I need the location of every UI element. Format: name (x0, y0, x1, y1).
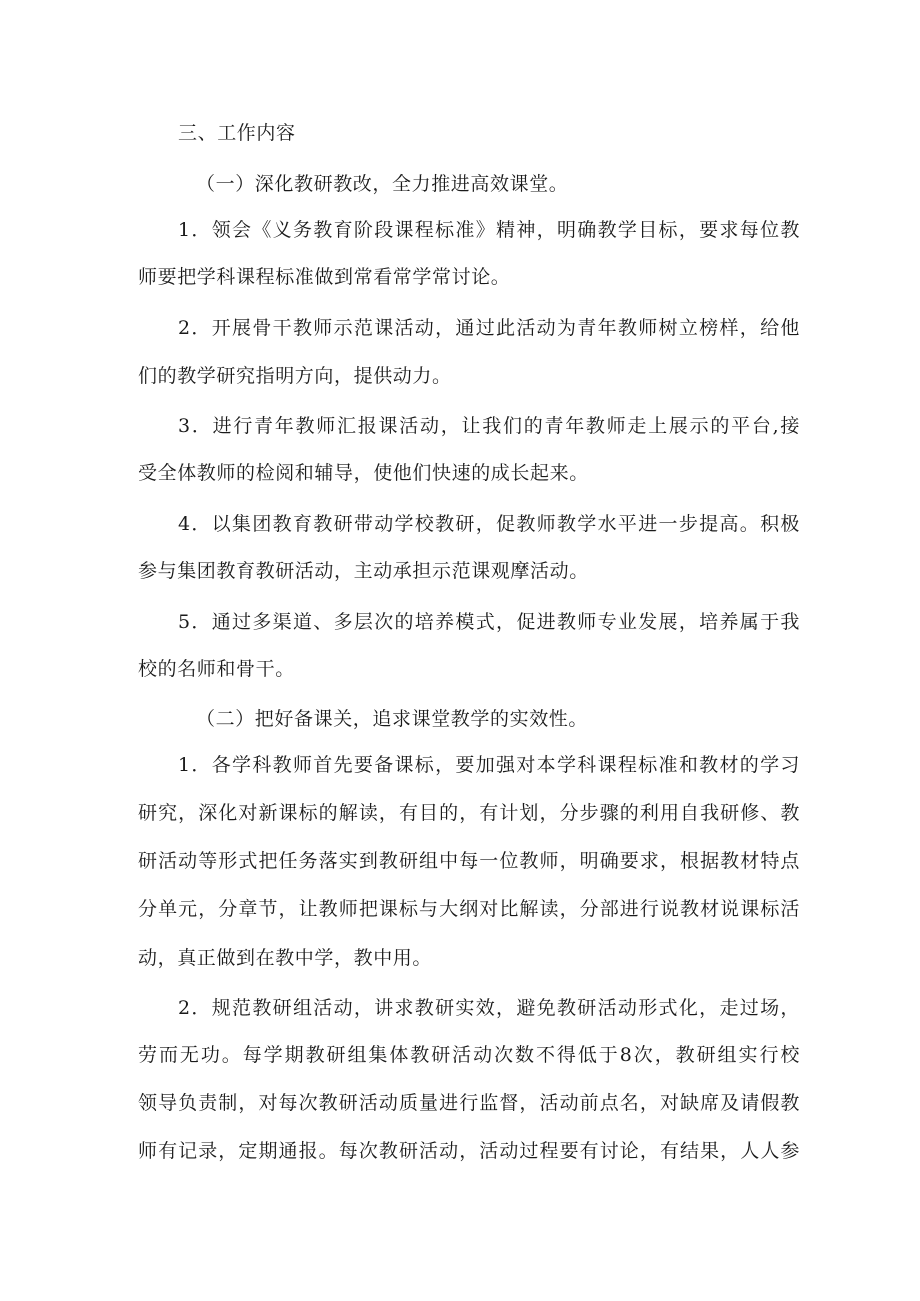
part2-item2-line2: 劳而无功。每学期教研组集体教研活动次数不得低于8次，教研组实行校 (138, 1044, 800, 1066)
part1-item4-line2: 参与集团教育教研活动，主动承担示范课观摩活动。 (138, 560, 589, 582)
part2-item1-line5: 动，真正做到在教中学，教中用。 (138, 947, 433, 969)
part1-item1-line2: 师要把学科课程标准做到常看常学常讨论。 (138, 266, 511, 288)
part1-item1-line1: 1．领会《义务教育阶段课程标准》精神，明确教学目标，要求每位教 (178, 219, 800, 241)
part1-item3-line2: 受全体教师的检阅和辅导，使他们快速的成长起来。 (138, 462, 589, 484)
part1-heading: （一）深化教研教改，全力推进高效课堂。 (196, 173, 569, 195)
part1-item4-line1: 4．以集团教育教研带动学校教研，促教师教学水平进一步提高。积极 (178, 513, 800, 535)
section-heading: 三、工作内容 (178, 122, 296, 144)
part2-item1-line4: 分单元，分章节，让教师把课标与大纲对比解读，分部进行说教材说课标活 (138, 898, 800, 920)
part2-item1-line3: 研活动等形式把任务落实到教研组中每一位教师，明确要求，根据教材特点 (138, 850, 800, 872)
part1-item5-line2: 校的名师和骨干。 (138, 658, 295, 680)
part2-item1-line1: 1．各学科教师首先要备课标，要加强对本学科课程标准和教材的学习 (178, 754, 800, 776)
part2-item2-line3: 领导负责制，对每次教研活动质量进行监督，活动前点名，对缺席及请假教 (138, 1092, 800, 1114)
part1-item2-line2: 们的教学研究指明方向，提供动力。 (138, 365, 452, 387)
part1-item3-line1: 3．进行青年教师汇报课活动，让我们的青年教师走上展示的平台,接 (178, 415, 800, 437)
part2-item2-line1: 2．规范教研组活动，讲求教研实效，避免教研活动形式化，走过场， (178, 997, 800, 1019)
part2-heading: （二）把好备课关，追求课堂教学的实效性。 (196, 708, 589, 730)
part2-item1-line2: 研究，深化对新课标的解读，有目的，有计划，分步骤的利用自我研修、教 (138, 802, 800, 824)
part1-item2-line1: 2．开展骨干教师示范课活动，通过此活动为青年教师树立榜样，给他 (178, 317, 800, 339)
part2-item2-line4: 师有记录，定期通报。每次教研活动，活动过程要有讨论，有结果，人人参 (138, 1140, 800, 1162)
part1-item5-line1: 5．通过多渠道、多层次的培养模式，促进教师专业发展，培养属于我 (178, 611, 800, 633)
